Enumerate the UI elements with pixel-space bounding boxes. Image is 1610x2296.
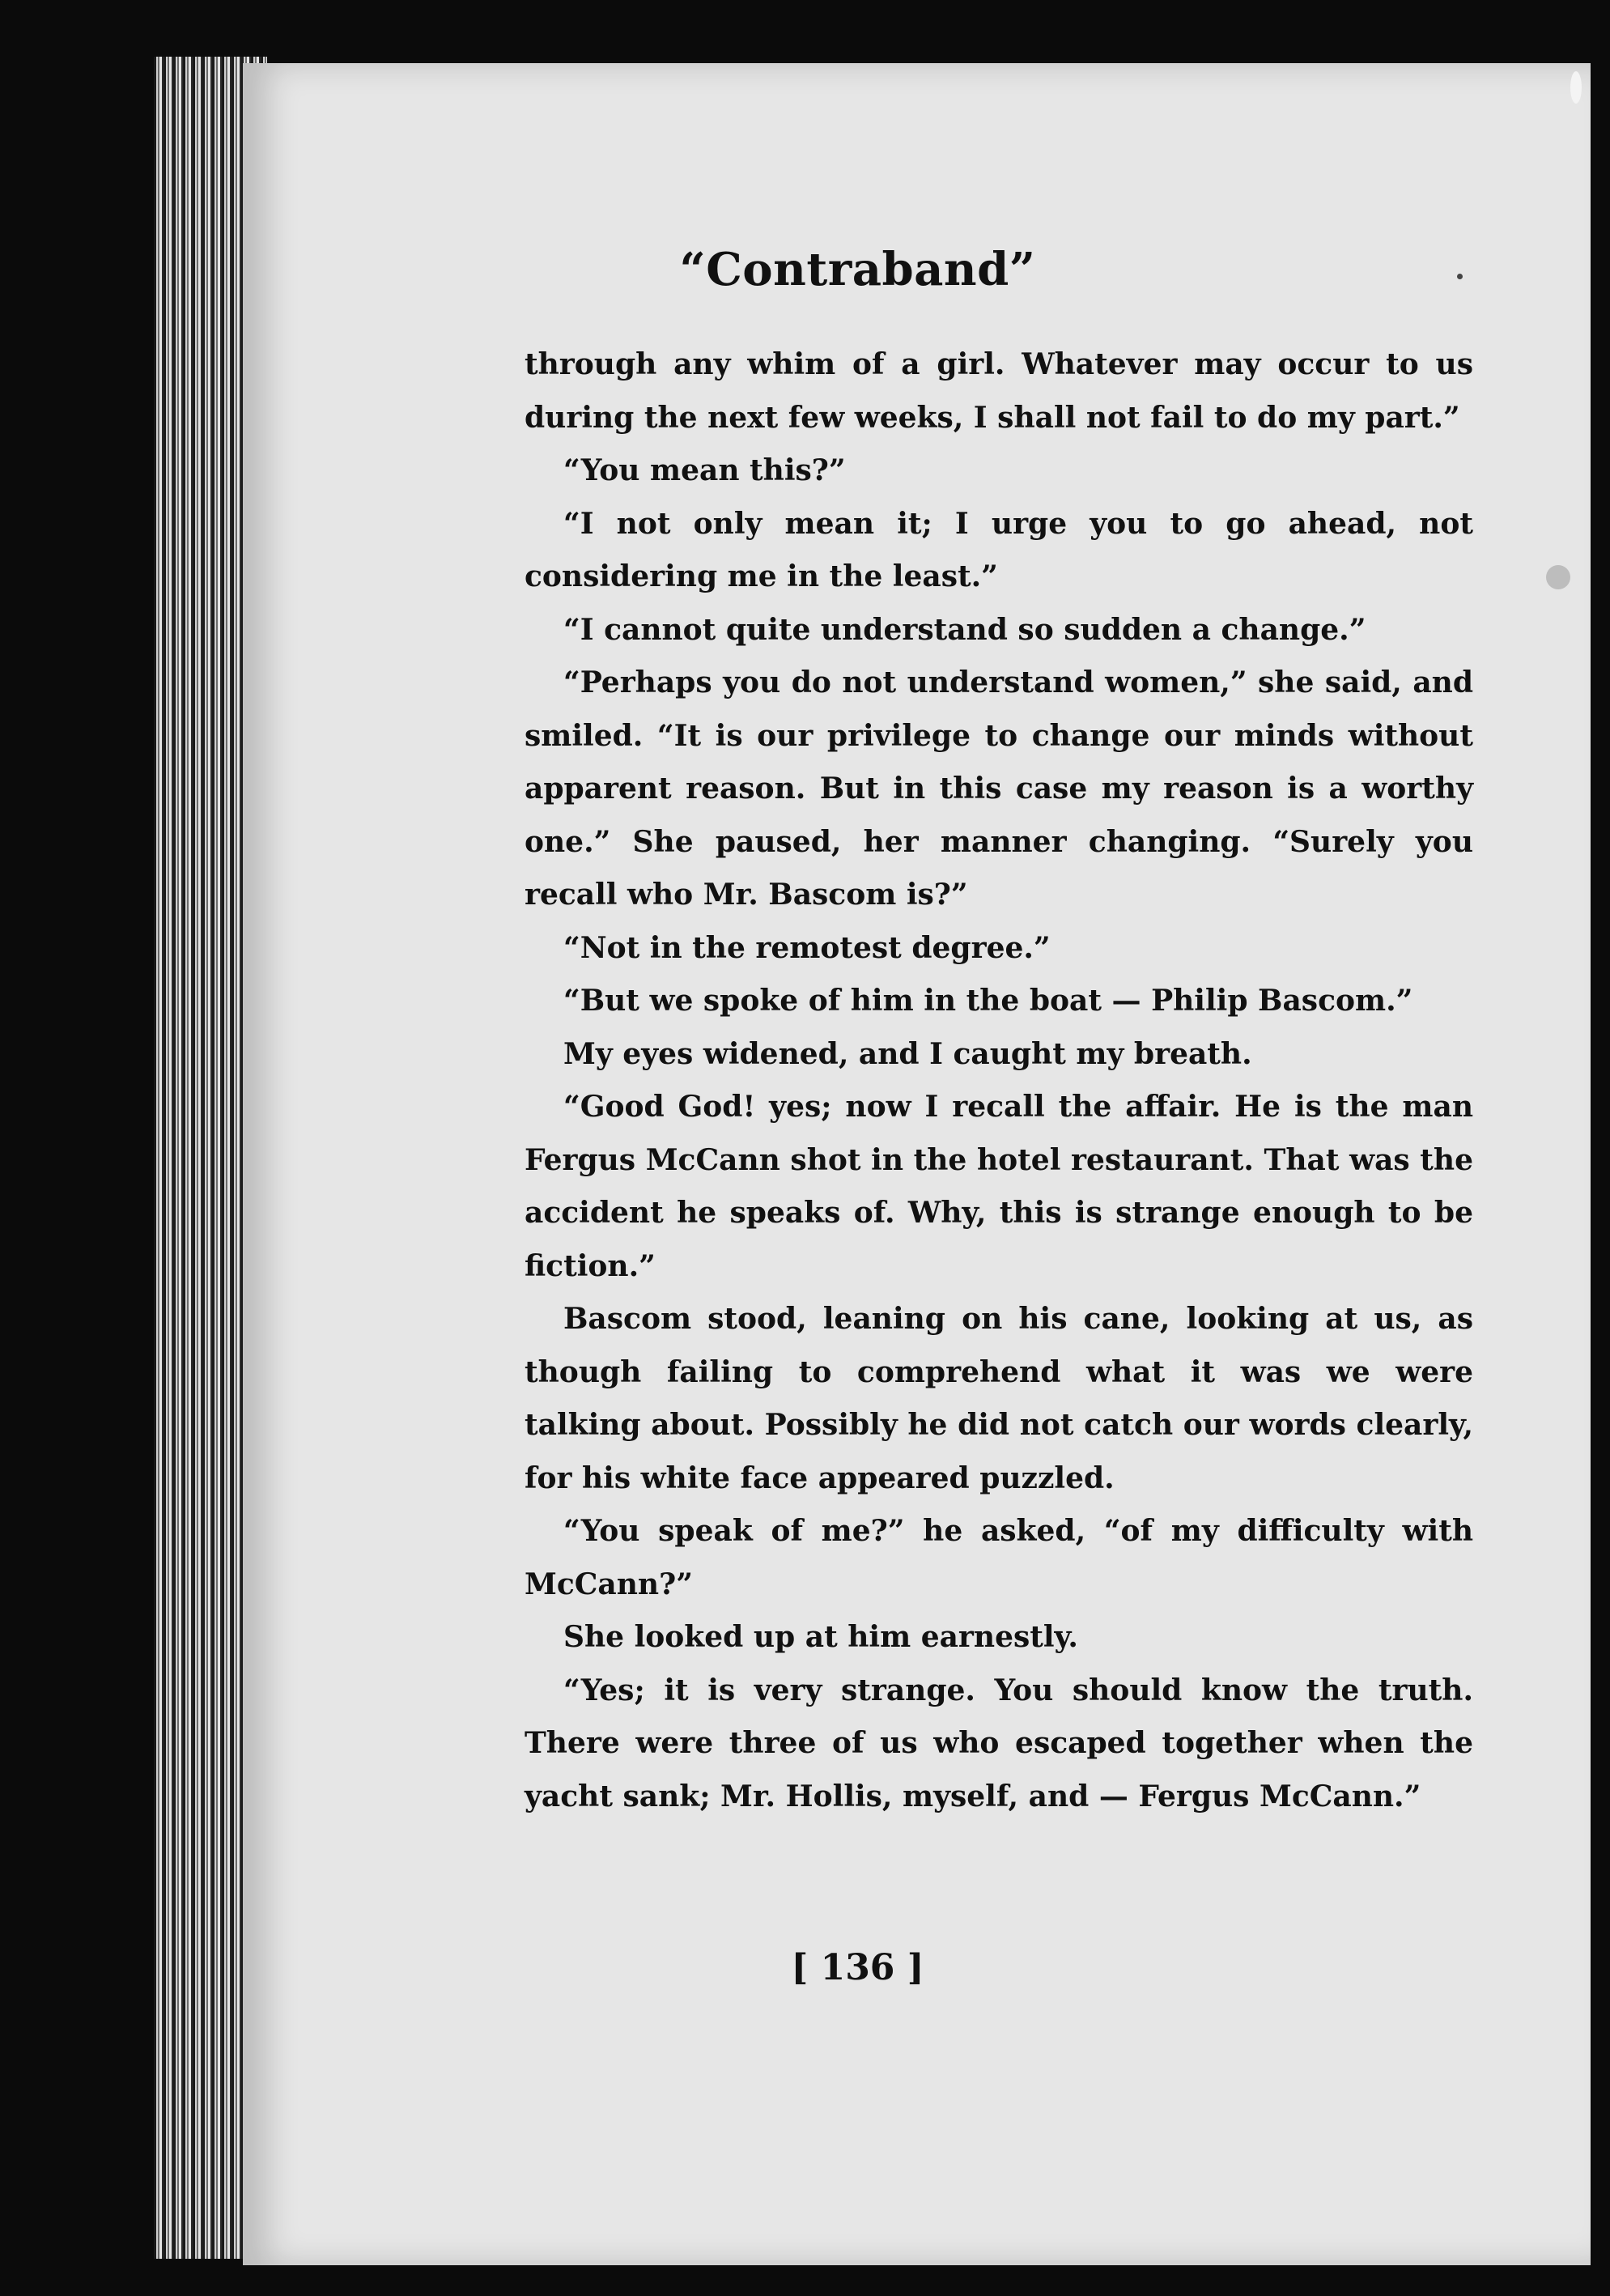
- scan-artifact: [1546, 565, 1570, 589]
- paragraph: “You speak of me?” he asked, “of my difficulty with McCann?”: [525, 1514, 1473, 1601]
- body-text: [525, 338, 1473, 1823]
- paragraph: My eyes widened, and I caught my breath.: [563, 1036, 1252, 1071]
- paragraph: “Perhaps you do not understand women,” she said, and smiled. “It is our privilege to change our minds without apparent reason. But in this case my reason is a worthy one.” She paused, her manner changing. “Surely you recall who Mr. Bascom is?”: [525, 665, 1473, 912]
- paragraph: “Not in the remotest degree.”: [563, 930, 1051, 965]
- page-number: [ 136 ]: [791, 1947, 924, 1988]
- paragraph: She looked up at him earnestly.: [563, 1620, 1078, 1654]
- scan-artifact: [1570, 71, 1582, 104]
- paragraph: “I not only mean it; I urge you to go ahead, not considering me in the least.”: [525, 506, 1473, 593]
- paragraph: “Good God! yes; now I recall the affair. He is the man Fergus McCann shot in the hotel restaurant. That was the accident he speaks of. Why, this is strange enough to be fiction.”: [525, 1090, 1473, 1283]
- paragraph: “But we spoke of him in the boat — Philip Bascom.”: [563, 984, 1413, 1018]
- paragraph: Bascom stood, leaning on his cane, looking at us, as though failing to comprehend what it was we were talking about. Possibly he did not catch our words clearly, for his white face appeared puzzled.: [525, 1302, 1473, 1495]
- running-head: “Contraband”: [679, 243, 1036, 296]
- paragraph: through any whim of a girl. Whatever may occur to us during the next few weeks, I shall not fail to do my part.”: [525, 347, 1473, 435]
- paragraph: “You mean this?”: [563, 453, 846, 487]
- paragraph: “I cannot quite understand so sudden a change.”: [563, 612, 1366, 647]
- paragraph: “Yes; it is very strange. You should know the truth. There were three of us who escaped together when the yacht sank; Mr. Hollis, myself, and — Fergus McCann.”: [525, 1673, 1473, 1813]
